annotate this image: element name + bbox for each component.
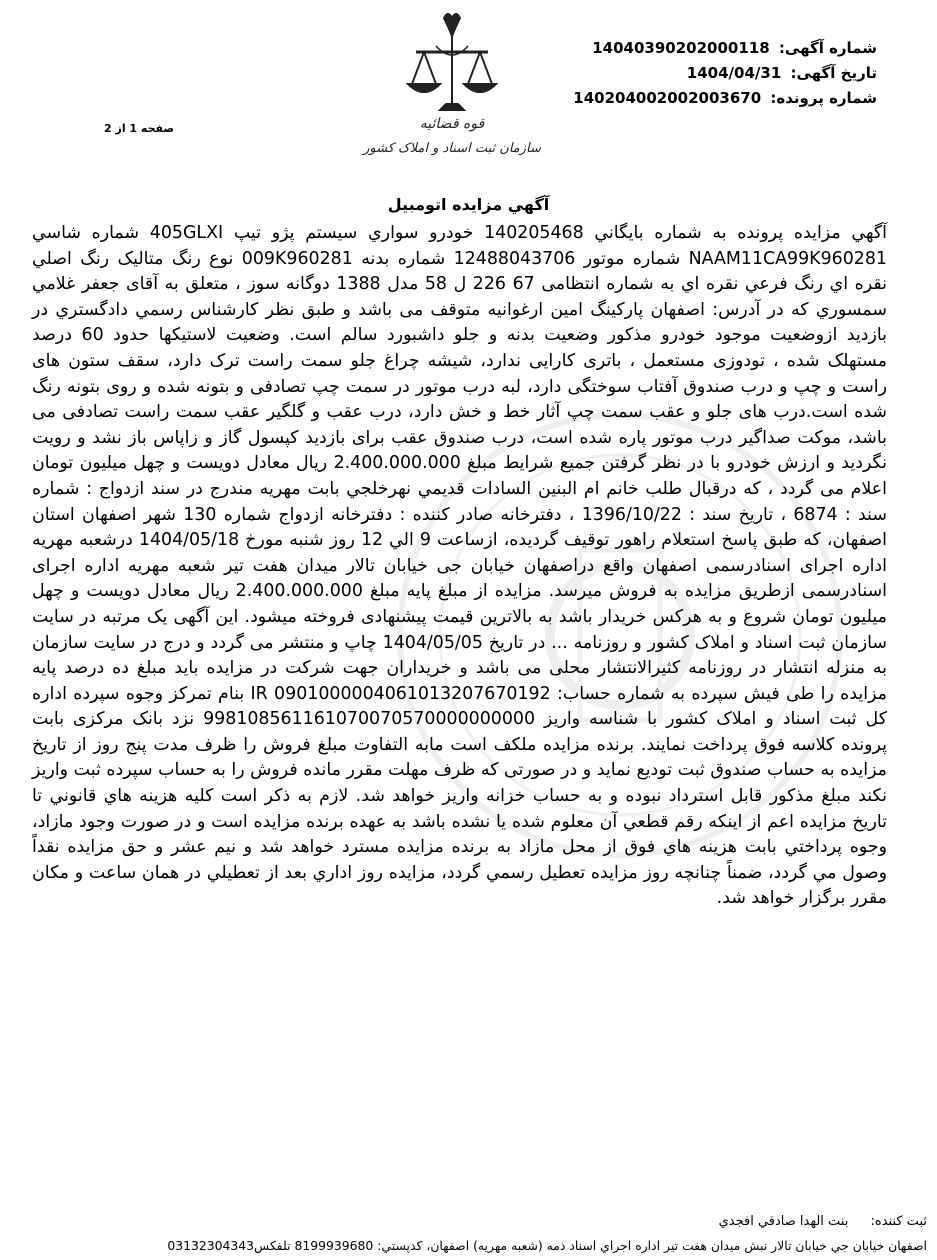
emblem-caption-1: قوه قضائیه: [419, 116, 485, 132]
office-address: اصفهان خيابان جي خيابان تالار نبش ميدان هفت تير اداره اجراي اسناد ذمه (شعبه مهريه) اصفهان، کدپستي: 8199939680 تلفکس03132304343: [167, 1238, 927, 1253]
notice-date-row: [573, 61, 877, 86]
notice-date: 1404/04/31: [686, 64, 782, 82]
registrar-line: [7, 1214, 927, 1229]
emblem-caption-2: سازمان ثبت اسناد و املاک کشور: [363, 141, 541, 156]
registrar-name: بنت الهدا صادقي افجدي: [718, 1214, 849, 1229]
notice-number-label: شماره آگهی:: [778, 39, 877, 57]
page-indicator: صفحه 1 از 2: [104, 122, 175, 135]
page-title: آگهي مزايده اتومبيل: [387, 195, 550, 214]
notice-number: 14040390202000118: [592, 39, 770, 57]
registrar-label: ثبت کننده:: [870, 1214, 927, 1229]
case-number: 140204002002003670: [573, 89, 762, 107]
notice-number-row: [573, 36, 877, 61]
judiciary-emblem-icon: [352, 6, 552, 160]
notice-meta: [573, 36, 877, 111]
case-number-label: شماره پرونده:: [770, 89, 877, 107]
notice-date-label: تاریخ آگهی:: [790, 64, 877, 82]
notice-body: آگهي مزايده پرونده به شماره بايگاني 140205468 خودرو سواري سيستم پژو تيپ 405GLXI شماره شاسي NAAM11CA99K960281 شماره موتور 12488043706 شماره بدنه 009K960281 نوع رنگ متاليک رنگ اصلي نقره اي رنگ فرعي نقره اي به شماره انتظامی 67 226 ل 58 مدل 1388 دوگانه سوز ، متعلق به آقای جعفر غلامي سمسوري كه در آدرس: اصفهان پارکینگ امین ارغوانیه متوقف می باشد و طبق نظر کارشناس رسمي دادگستري در بازديد ازوضعيت موجود خودرو مذکور وضعیت بدنه و جلو داشبورد سالم است. وضعیت لاستیکها حدود 60 درصد مستهلک شده ، تودوزی مستعمل ، باتری کارایی ندارد، شیشه چراغ جلو سمت راست ترک دارد، سقف ستون های راست و چپ و درب صندوق آفتاب سوختگی دارد، لبه درب موتور در سمت چپ تصادفی و بتونه شده و روی بتونه رنگ شده است.درب های جلو و عقب سمت چپ آثار خط و خش دارد، درب عقب و گلگیر عقب سمت راست تصادفی می باشد، موکت صداگیر درب موتور پاره شده است، درب صندوق عقب برای بازدید کپسول گاز و زاپاس باز نشد و رویت نگردید و ارزش خودرو با در نظر گرفتن جمیع شرایط مبلغ 2.400.000.000 ريال معادل دويست و چهل ميليون تومان اعلام می گردد ، كه درقبال طلب خانم ام البنين السادات قديمي نهرخلجي بابت مهریه مندرج در سند ازدواج : شماره سند : 6874 ، تاریخ سند : 1396/10/22 ، دفترخانه صادر کننده : دفترخانه ازدواج شماره 130 شهر اصفهان استان اصفهان، که طبق پاسخ استعلام راهور توقیف گرديده، ازساعت 9 الي 12 روز شنبه مورخ 1404/05/18 درشعبه مهريه اداره اجرای اسنادرسمی اصفهان واقع دراصفهان خيابان جی خيابان تالار ميدان هفت تير شعبه مهريه اداره اجرای اسنادرسمی ازطريق مزايده به فروش ميرسد. مزايده از مبلغ پايه مبلغ 2.400.000.000 ريال معادل دويست و چهل ميليون تومان شروع و به هرکس خريدار باشد به بالاترين قيمت پيشنهادی فروخته ميشود. اين آگهی يک مرتبه در سايت سازمان ثبت اسناد و املاک کشور و روزنامه ... در تاريخ 1404/05/05 چاپ و منتشر می گردد و درج در سایت سازمان به منزله انتشار در روزنامه کثیرالانتشار محلی می باشد و خریداران جهت شرکت در مزایده باید مبلغ ده درصد پایه مزایده را طی فیش سپرده به شماره حساب: IR 090100000406101320767019​2 بنام تمرکز وجوه سپرده اداره کل ثبت اسناد و املاک کشور با شناسه واریز 998108561161070070570000000000 نزد بانک مرکزی بابت پرونده کلاسه فوق پرداخت نمایند. برنده مزایده ملکف است مابه التفاوت مبلغ فروش را ظرف مدت پنج روز از تاریخ مزایده به حساب صندوق ثبت تودیع نماید و در صورتی که ظرف مهلت مقرر مانده فروش را به حساب سپرده ثبت واریز نکند مبلغ مذکور قابل استرداد نبوده و به حساب خزانه واریز خواهد شد. لازم به ذکر است کلیه هزینه هاي قانوني تا تاریخ مزایده اعم از اینکه رقم قطعي آن معلوم شده یا نشده باشد به عهده برنده مزایده است و در صورت وجود مازاد، وجوه پرداختي بابت هزینه هاي فوق از محل مازاد به برنده مزایده مسترد خواهد شد و نیم عشر و حق مزایده نقداً وصول مي گردد، ضمناً چنانچه روز مزایده تعطیل رسمي گردد، مزایده روز اداري بعد از تعطیلي در همان ساعت و مکان مقرر برگزار خواهد شد.: [32, 223, 888, 909]
case-number-row: [573, 86, 877, 111]
